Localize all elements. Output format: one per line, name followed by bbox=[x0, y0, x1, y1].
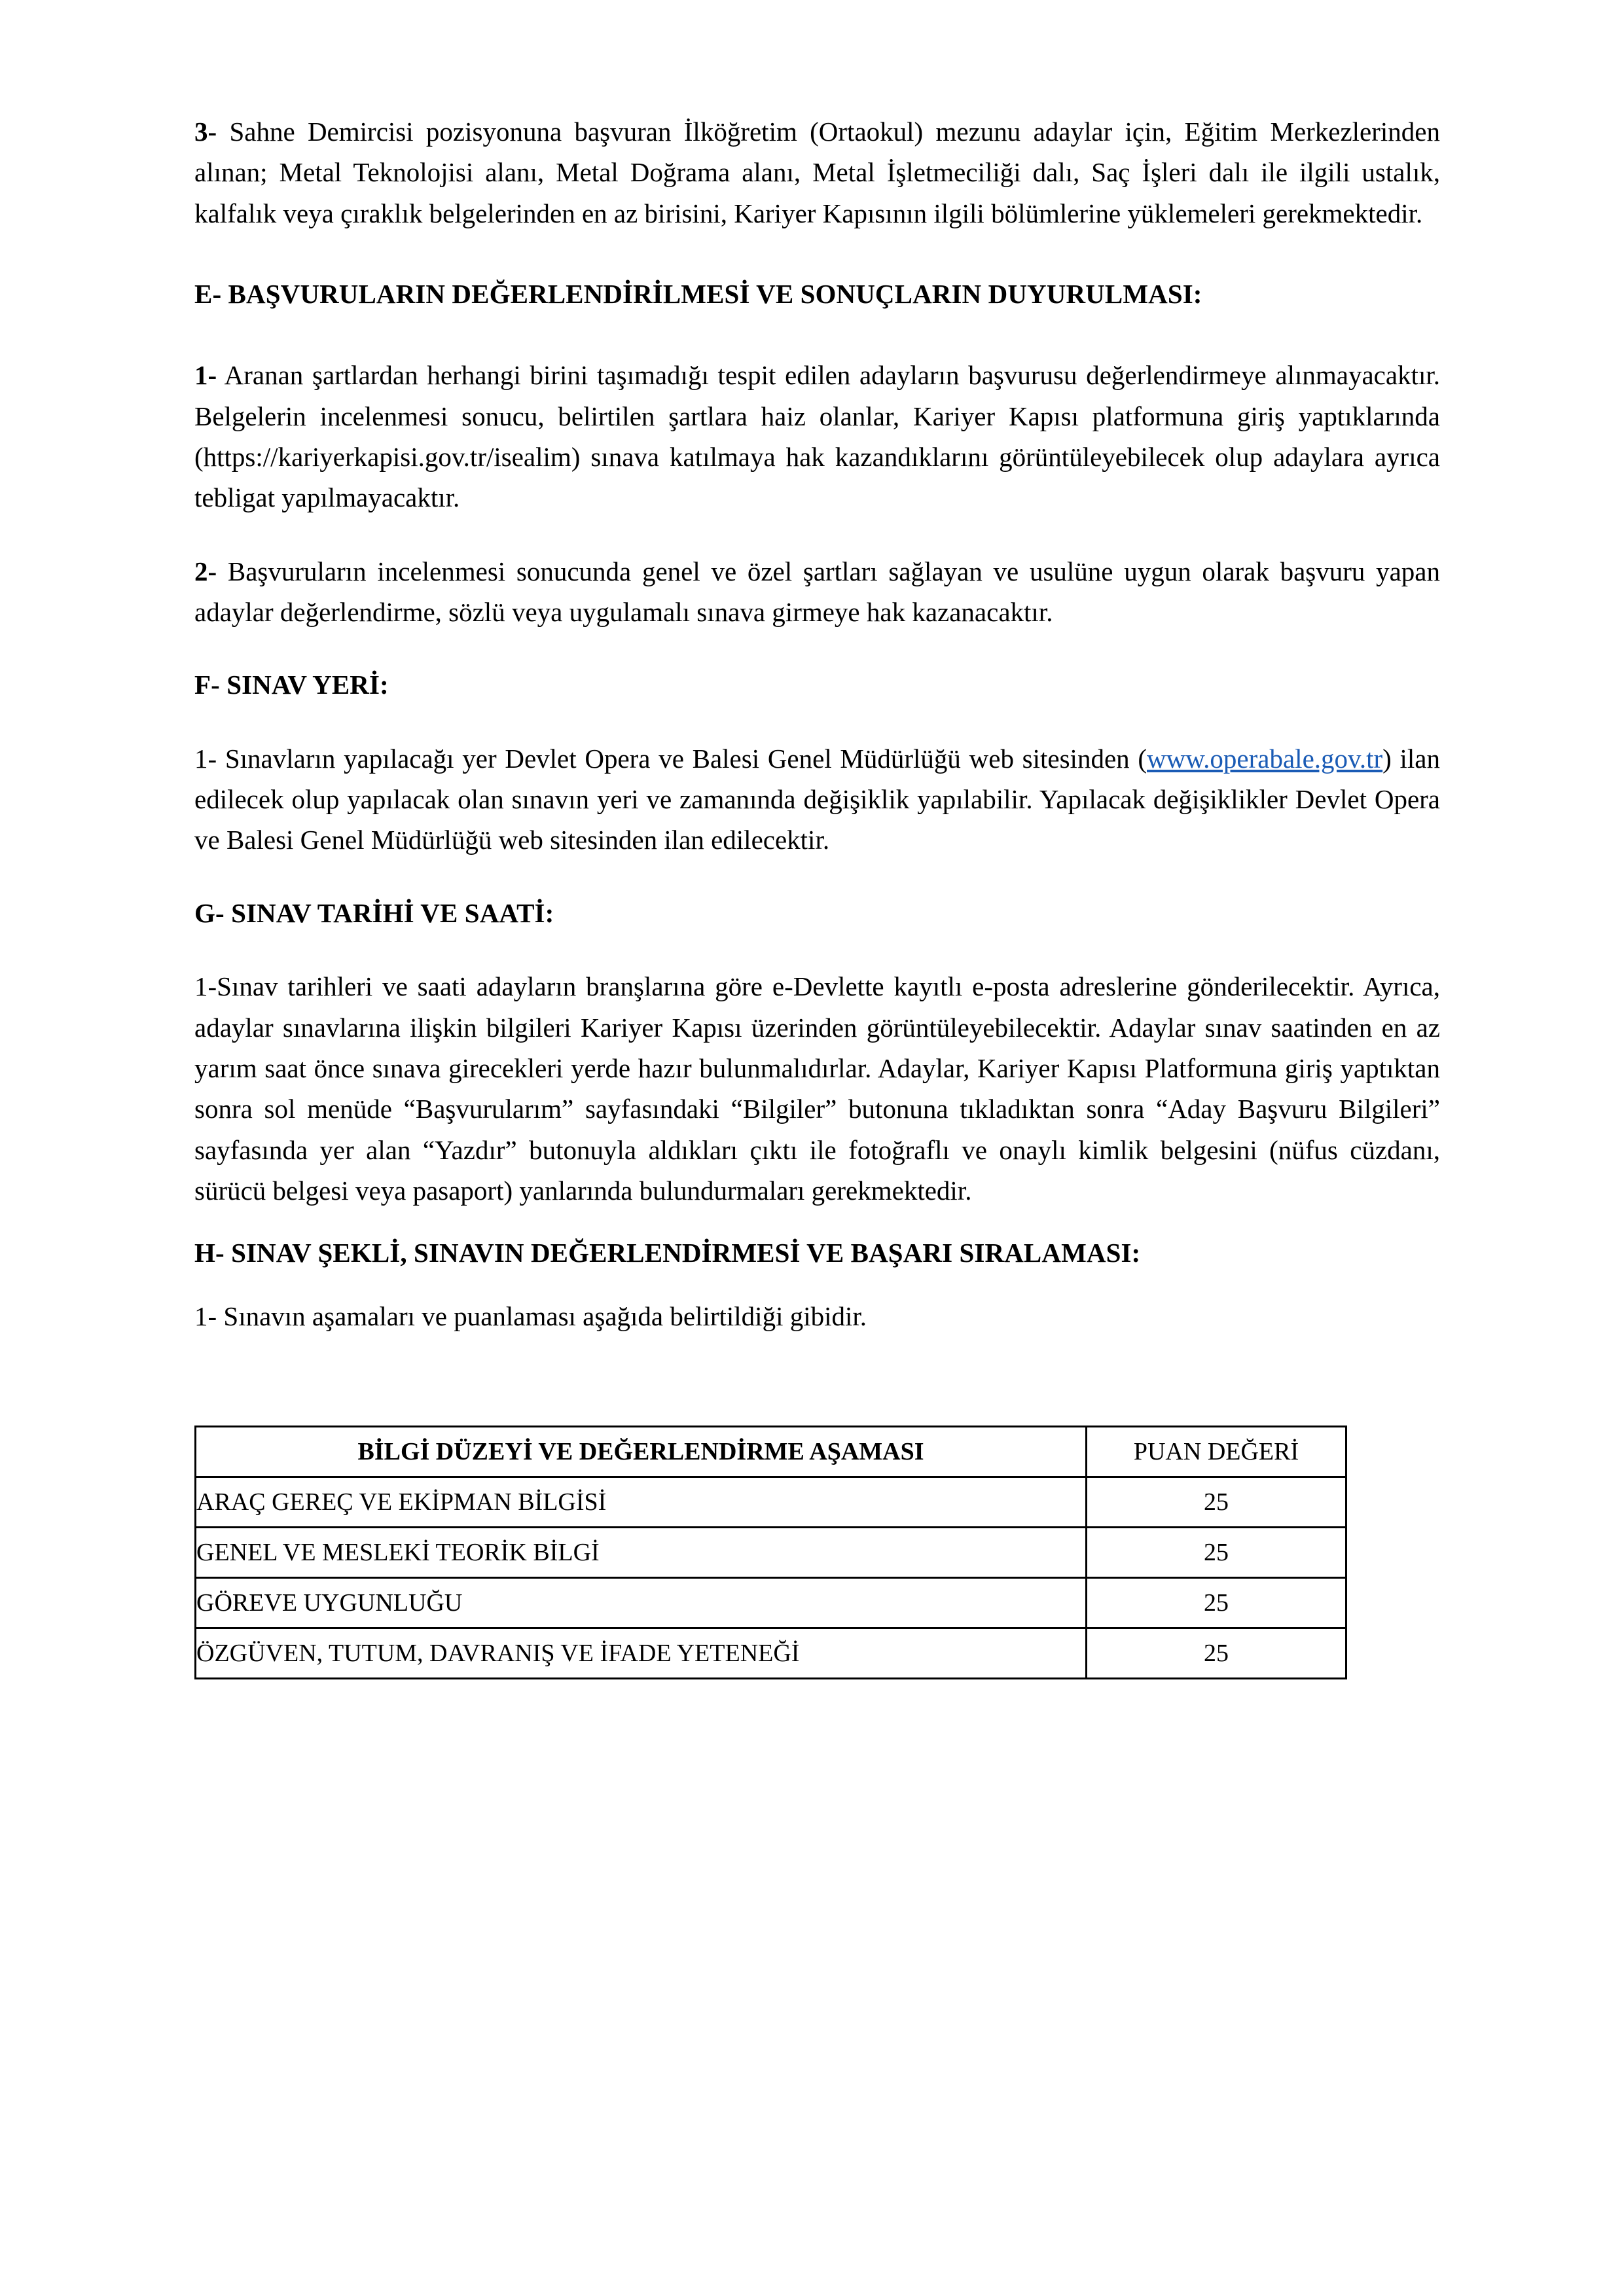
spacer bbox=[194, 861, 1440, 893]
header-stage: BİLGİ DÜZEYİ VE DEĞERLENDİRME AŞAMASI bbox=[196, 1426, 1087, 1477]
table-row bbox=[196, 1477, 1346, 1527]
heading-f: F- SINAV YERİ: bbox=[194, 670, 389, 700]
paragraph-item-3 bbox=[194, 111, 1440, 234]
spacer bbox=[194, 706, 1440, 738]
table-row bbox=[196, 1577, 1346, 1628]
cell-stage: ARAÇ GEREÇ VE EKİPMAN BİLGİSİ bbox=[196, 1477, 1087, 1527]
score-table-body bbox=[196, 1477, 1346, 1678]
paragraph-f-1-after-link: ) ilan edilecek olup yapılacak olan sınavın yeri ve zamanında değişiklik yapılabilir. Yapılacak değişiklikler Devlet Opera ve Balesi Genel Müdürlüğü web sitesinden ilan edilecektir. bbox=[194, 743, 1441, 855]
cell-stage: ÖZGÜVEN, TUTUM, DAVRANIŞ VE İFADE YETENEĞİ bbox=[196, 1628, 1087, 1678]
cell-stage: GENEL VE MESLEKİ TEORİK BİLGİ bbox=[196, 1527, 1087, 1577]
score-table-head bbox=[196, 1426, 1346, 1477]
table-header-row bbox=[196, 1426, 1346, 1477]
paragraph-e-2 bbox=[194, 551, 1440, 633]
spacer bbox=[194, 234, 1440, 274]
header-score: PUAN DEĞERİ bbox=[1087, 1426, 1346, 1477]
spacer bbox=[194, 314, 1440, 355]
paragraph-h-1: 1- Sınavın aşamaları ve puanlaması aşağıda belirtildiği gibidir. bbox=[194, 1300, 867, 1331]
paragraph-item-3-text: Sahne Demircisi pozisyonuna başvuran İlköğretim (Ortaokul) mezunu adaylar için, Eğitim Merkezlerinden alınan; Metal Teknolojisi alanı, Metal Doğrama alanı, Metal İşletmeciliği dalı, Saç İşleri dalı ile ilgili ustalık, kalfalık veya çıraklık belgelerinden en az birisini, Kariyer Kapısının ilgili bölümlerine yüklemeleri gerekmektedir. bbox=[194, 117, 1440, 228]
paragraph-e-1-lead: 1- bbox=[194, 360, 217, 391]
paragraph-f-1 bbox=[194, 738, 1440, 861]
paragraph-e-2-text: Başvuruların incelenmesi sonucunda genel ve özel şartları sağlayan ve usulüne uygun olarak başvuru yapan adaylar değerlendirme, sözlü veya uygulamalı sınava girmeye hak kazanacaktır. bbox=[194, 556, 1440, 627]
paragraph-f-1-before-link: 1- Sınavların yapılacağı yer Devlet Opera ve Balesi Genel Müdürlüğü web sitesinden ( bbox=[194, 743, 1147, 774]
score-table-container bbox=[194, 1426, 1440, 1679]
cell-score: 25 bbox=[1087, 1477, 1346, 1527]
cell-score: 25 bbox=[1087, 1628, 1346, 1678]
spacer bbox=[194, 632, 1440, 665]
document-body bbox=[194, 111, 1440, 1679]
spacer bbox=[194, 1274, 1440, 1296]
score-table bbox=[194, 1426, 1347, 1679]
cell-score: 25 bbox=[1087, 1527, 1346, 1577]
operabale-website-link[interactable]: www.operabale.gov.tr bbox=[1147, 743, 1383, 774]
cell-score: 25 bbox=[1087, 1577, 1346, 1628]
paragraph-e-1 bbox=[194, 355, 1440, 518]
heading-h: H- SINAV ŞEKLİ, SINAVIN DEĞERLENDİRMESİ VE BAŞARI SIRALAMASI: bbox=[194, 1238, 1141, 1268]
heading-e: E- BAŞVURULARIN DEĞERLENDİRİLMESİ VE SONUÇLARIN DUYURULMASI: bbox=[194, 278, 1202, 309]
cell-stage: GÖREVE UYGUNLUĞU bbox=[196, 1577, 1087, 1628]
spacer bbox=[194, 1211, 1440, 1233]
spacer bbox=[194, 518, 1440, 551]
paragraph-g-1: 1-Sınav tarihleri ve saati adayların branşlarına göre e-Devlette kayıtlı e-posta adreslerine gönderilecektir. Ayrıca, adaylar sınavlarına ilişkin bilgileri Kariyer Kapısı üzerinden görüntüleyebilecektir. Adaylar sınav saatinden en az yarım saat önce sınava girecekleri yerde hazır bulunmalıdırlar. Adaylar, Kariyer Kapısı Platformuna giriş yaptıktan sonra sol menüde “Başvurularım” sayfasındaki “Bilgiler” butonuna tıkladıktan sonra “Aday Başvuru Bilgileri” sayfasında yer alan “Yazdır” butonuyla aldıkları çıktı ile fotoğraflı ve onaylı kimlik belgesini (nüfus cüzdanı, sürücü belgesi veya pasaport) yanlarında bulundurmaları gerekmektedir. bbox=[194, 971, 1440, 1206]
paragraph-e-2-lead: 2- bbox=[194, 556, 217, 586]
heading-g: G- SINAV TARİHİ VE SAATİ: bbox=[194, 897, 554, 928]
spacer bbox=[194, 933, 1440, 966]
table-row bbox=[196, 1527, 1346, 1577]
paragraph-e-1-text: Aranan şartlardan herhangi birini taşımadığı tespit edilen adayların başvurusu değerlendirmeye alınmayacaktır. Belgelerin incelenmesi sonucu, belirtilen şartlara haiz olanlar, Kariyer Kapısı platformuna giriş yaptıklarında (https://kariyerkapisi.gov.tr/isealim) sınava katılmaya hak kazandıklarını görüntüleyebilecek olup adaylara ayrıca tebligat yapılmayacaktır. bbox=[194, 360, 1440, 513]
paragraph-item-3-lead: 3- bbox=[194, 117, 217, 147]
table-row bbox=[196, 1628, 1346, 1678]
